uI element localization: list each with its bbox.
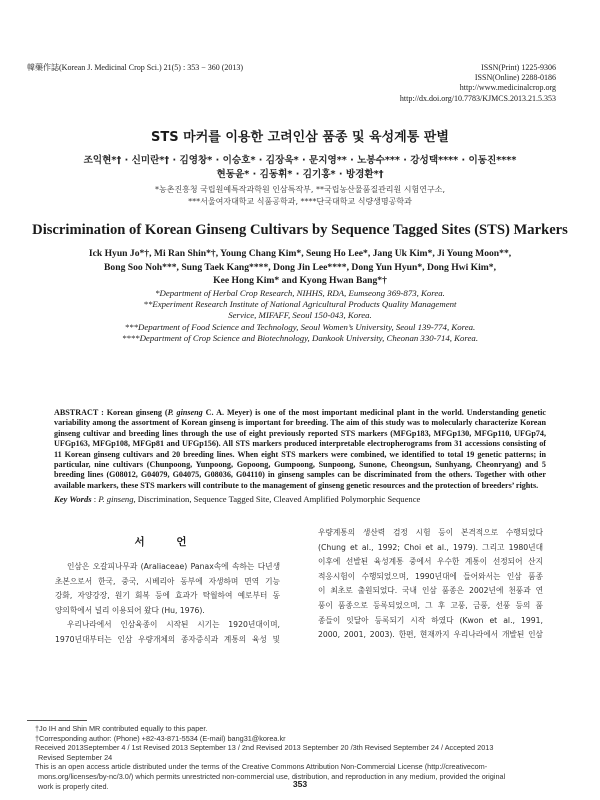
abstract-label: ABSTRACT : — [54, 408, 107, 417]
korean-affiliation-line-1: *농촌진흥청 국립원예특작과학원 인삼특작부, **국립농산물품질관리원 시험연구소, — [154, 185, 445, 194]
keywords-species: P. ginseng — [98, 494, 134, 504]
english-title: Discrimination of Korean Ginseng Cultivars by Sequence Tagged Sites (STS) Markers — [32, 222, 568, 238]
intro-line: (Chung et al., 1992; Choi et al., 1979). 그리고 1980년대 — [318, 542, 543, 552]
intro-line: 적응시험이 수행되었으며, 1990년대에 들어와서는 인삼 품종 — [318, 571, 543, 581]
intro-line: 풍이 품종으로 등록되었으며, 그 후 고풍, 금풍, 선풍 등의 품 — [318, 600, 543, 610]
footnote-line: This is an open access article distributed under the terms of the Creative Commons Attribution Non-Commercial License (http://creativecom- — [35, 762, 488, 772]
intro-line: 2000, 2001, 2003). 한편, 현재까지 우리나라에서 개발된 인삼 — [318, 630, 543, 640]
abstract-text-2: C. A. Meyer) is one of the most important medicinal plant in the world. Understanding genetic variability among the assortment of Korean ginseng is important for breeding. The aim of this study was to molecularly characterize Korean ginseng cultivar and breeding lines through the use of eight previously reported STS markers (MFGp183, MFGp130, MFGp110, UFGp74, UFGp163, MFGp108, MFGp81 and UFGp156). All STS markers produced interpretable electropherograms from 31 accessions consisting of 11 Korean ginseng cultivars and 20 breeding lines. When eight STS markers were combined, we identified to total 19 genetic patterns; in particular, nine cultivars (Chunpoong, Yunpoong, Gopoong, Gumpoong, Sunpoong, Sunone, Cheongsun, Sunhyang, Cheonryang) and 5 breeding lines (G08012, G04079, G04075, G08036, G04110) in ginseng samples can be discriminated from the others. Together with other available markers, these STS markers will contribute to the management of ginseng genetic resources and the protection of breeders’ rights. — [54, 408, 546, 490]
intro-right-column — [318, 526, 543, 643]
journal-website-link[interactable]: http://www.medicinalcrop.org — [459, 83, 556, 93]
korean-title: STS 마커를 이용한 고려인삼 품종 및 육성계통 판별 — [151, 130, 449, 145]
intro-line: 이 최초로 출원되었다. 국내 인삼 품종은 2002년에 천풍과 연 — [318, 586, 543, 596]
intro-line: 양의학에서 널리 이용되어 왔다 (Hu, 1976). — [55, 605, 205, 615]
intro-line: 강화, 자양강장, 원기 회복 등에 효과가 탁월하여 예로부터 동 — [55, 591, 280, 601]
english-authors — [50, 247, 550, 288]
korean-authors-line-2: 현동윤* · 김동휘* · 김기홍* · 방경환*† — [216, 169, 384, 180]
journal-identifiers — [376, 63, 556, 104]
intro-line: 초본으로서 한국, 중국, 시베리아 동부에 자생하며 면역 기능 — [55, 576, 280, 586]
footnote-line: †Corresponding author: (Phone) +82-43-871-5534 (E-mail) bang31@korea.kr — [35, 733, 286, 743]
footnote-line: work is properly cited. — [38, 781, 109, 791]
intro-line: 종들이 잇달아 등록되기 시작 하였다 (Kwon et al., 1991, — [318, 615, 543, 625]
journal-citation: 韓藥作誌(Korean J. Medicinal Crop Sci.) 21(5) : 353 − 360 (2013) — [27, 63, 244, 72]
affiliation-line: *Department of Herbal Crop Research, NIHHS, RDA, Eumseong 369-873, Korea. — [155, 288, 445, 298]
page-number: 353 — [292, 779, 308, 789]
korean-authors-line-1: 조익현*† · 신미란*† · 김영창* · 이승호* · 김장욱* · 문지영** · 노봉수*** · 강성택**** · 이동진**** — [83, 155, 517, 166]
english-authors-line-1: Ick Hyun Jo*†, Mi Ran Shin*†, Young Chang Kim*, Seung Ho Lee*, Jang Uk Kim*, Ji Young Moon**, — [88, 248, 512, 259]
intro-line: 1970년대부터는 인삼 우량개체의 종자증식과 계통의 육성 및 — [55, 634, 280, 644]
keywords-label: Key Words — [54, 494, 92, 504]
affiliation-line: Service, MIFAFF, Seoul 150-043, Korea. — [228, 310, 372, 321]
intro-line: 인삼은 오갈피나무과 (Araliaceae) Panax속에 속하는 다년생 — [67, 562, 280, 571]
keywords-rest: , Discrimination, Sequence Tagged Site, Cleaved Amplified Polymorphic Sequence — [133, 494, 421, 504]
footnote-line: Received 2013September 4 / 1st Revised 2013 September 13 / 2nd Revised 2013 September 20 /3th Revised September 24 / Accepted 2013 — [35, 743, 494, 753]
footnote-line: Revised September 24 — [38, 752, 113, 762]
issn-print: ISSN(Print) 1225-9306 — [481, 63, 556, 72]
intro-line: 이후에 선발된 육성계통 중에서 우수한 계통이 선정되어 산지 — [318, 557, 543, 567]
affiliation-line: ****Department of Crop Science and Biotechnology, Dankook University, Cheonan 330-714, Korea. — [121, 332, 479, 343]
intro-line: 우리나라에서 인삼육종이 시작된 시기는 1920년대이며, — [67, 620, 280, 630]
affiliation-line: ***Department of Food Science and Technology, Seoul Women’s University, Seoul 139-774, Korea. — [124, 321, 476, 332]
keywords — [54, 494, 546, 505]
affiliation-line: **Experiment Research Institute of National Agricultural Products Quality Management — [143, 299, 457, 310]
footnote-line: †Jo IH and Shin MR contributed equally to this paper. — [35, 724, 208, 733]
english-affiliations — [60, 288, 540, 344]
english-authors-line-2: Bong Soo Noh***, Sung Taek Kang****, Dong Jin Lee****, Dong Yun Hyun*, Dong Hwi Kim*, — [104, 261, 496, 273]
footnote-line: mons.org/licenses/by-nc/3.0/) which permits unrestricted non-commercial use, distribution, and reproduction in any medium, provided the original — [38, 771, 506, 781]
intro-left-column — [55, 560, 280, 648]
abstract — [54, 408, 546, 491]
korean-affiliation-line-2: ***서울여자대학교 식품공학과, ****단국대학교 식량생명공학과 — [188, 197, 412, 206]
english-authors-line-3: Kee Hong Kim* and Kyong Hwan Bang*† — [213, 275, 387, 287]
introduction-heading: 서 언 — [134, 536, 201, 548]
footnote-divider — [27, 720, 87, 721]
korean-authors — [70, 154, 530, 182]
abstract-text-1: Korean ginseng ( — [106, 408, 168, 417]
abstract-species: P. ginseng — [167, 408, 203, 417]
issn-online: ISSN(Online) 2288-0186 — [474, 73, 556, 83]
intro-line: 우량계통의 생산력 검정 시험 등이 본격적으로 수행되었다 — [318, 528, 543, 537]
korean-affiliations — [70, 184, 530, 208]
keywords-separator: : — [91, 494, 99, 504]
doi-link[interactable]: http://dx.doi.org/10.7783/KJMCS.2013.21.5.353 — [399, 93, 556, 103]
